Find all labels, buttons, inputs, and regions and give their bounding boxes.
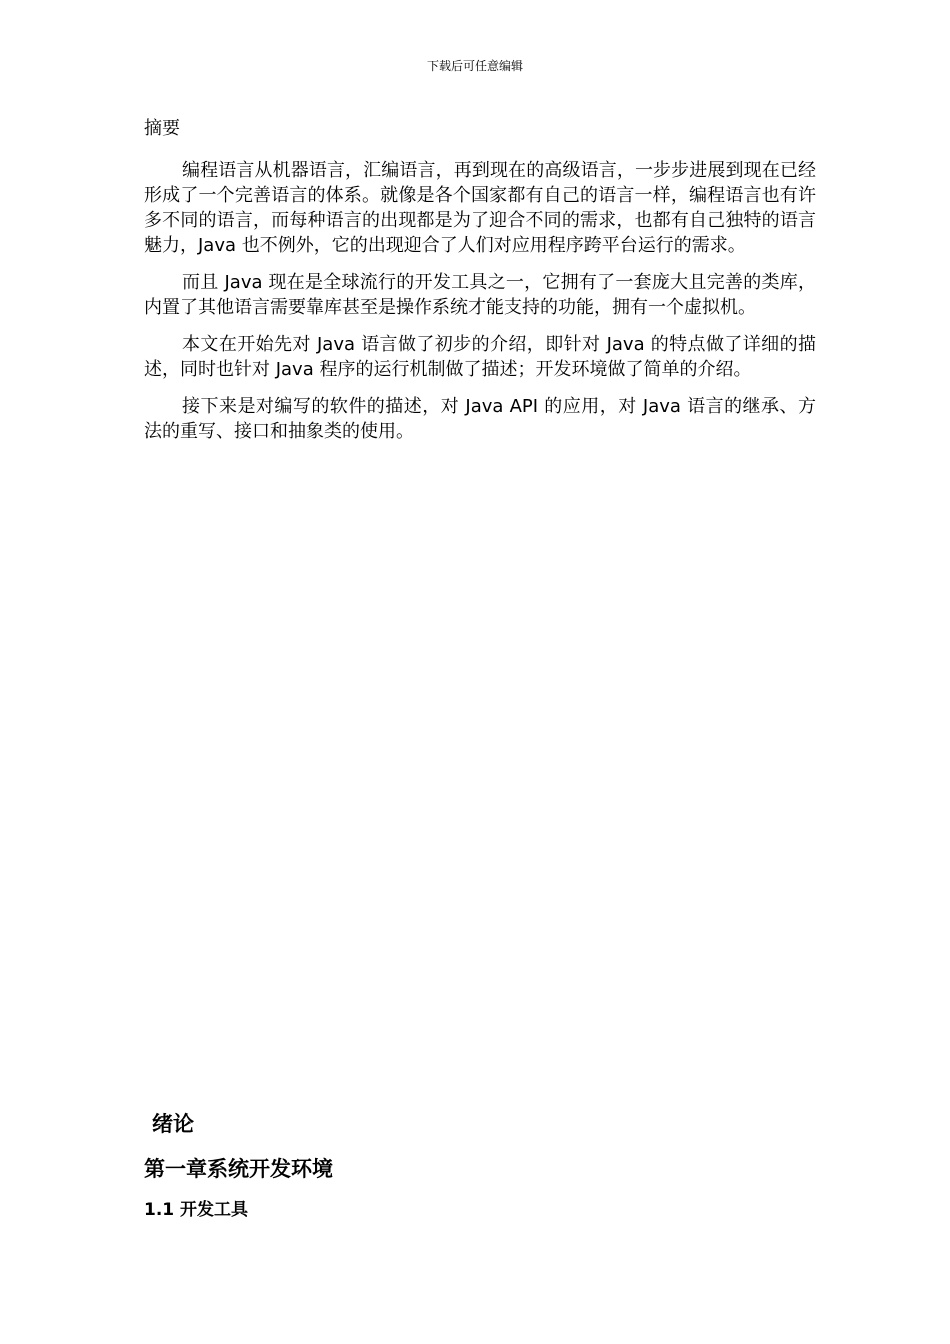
- abstract-title: 摘要: [144, 118, 180, 139]
- heading-chapter-1: 第一章系统开发环境: [144, 1157, 333, 1181]
- abstract-paragraph-2: 而且 Java 现在是全球流行的开发工具之一，它拥有了一套庞大且完善的类库，内置了其他语言需要靠库甚至是操作系统才能支持的功能，拥有一个虚拟机。: [144, 272, 816, 318]
- abstract-paragraph-4: 接下来是对编写的软件的描述，对 Java API 的应用，对 Java 语言的继承、方法的重写、接口和抽象类的使用。: [144, 396, 816, 442]
- heading-section-1-1: 1.1 开发工具: [144, 1200, 249, 1220]
- heading-introduction: 绪论: [152, 1112, 194, 1136]
- abstract-paragraph-1: 编程语言从机器语言，汇编语言，再到现在的高级语言，一步步进展到现在已经形成了一个完善语言的体系。就像是各个国家都有自己的语言一样，编程语言也有许多不同的语言，而每种语言的出现都是为了迎合不同的需求，也都有自己独特的语言魅力，Java 也不例外，它的出现迎合了人们对应用程序跨平台运行的需求。: [144, 160, 816, 256]
- abstract-paragraph-3: 本文在开始先对 Java 语言做了初步的介绍，即针对 Java 的特点做了详细的描述，同时也针对 Java 程序的运行机制做了描述；开发环境做了简单的介绍。: [144, 334, 816, 380]
- page-header-note: 下载后可任意编辑: [426, 59, 523, 73]
- abstract-body: [144, 158, 816, 456]
